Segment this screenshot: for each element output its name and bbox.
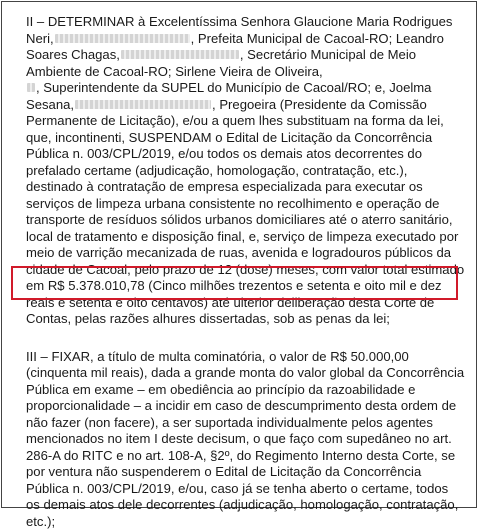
redacted-text [121,50,239,59]
text-line: os demais atos dele decorrentes (adjudicação, homologação, contratação, [26,497,466,514]
text-line: Ambiente de Cacoal-RO; Sirlene Vieira de Oliveira, [26,64,466,81]
text-line: II – DETERMINAR à Excelentíssima Senhora Glaucione Maria Rodrigues [26,14,466,31]
name-fragment: Sesana, [26,97,74,112]
name-fragment: Neri, [26,31,54,46]
text-line: serviços de limpeza urbana consistente no recolhimento e operação de [26,196,466,213]
redacted-text [75,100,211,109]
text-line: Pública n. 003/CPL/2019, e/ou todos os demais atos decorrentes do [26,146,466,163]
paragraph-ii [26,14,466,328]
text-line: que, incontinenti, SUSPENDAM o Edital de Licitação da Concorrência [26,130,466,147]
text-line: local de tratamento e disposição final, e, serviço de limpeza executado por [26,229,466,246]
text-line: transporte de resíduos sólidos urbanos domiciliares até o aterro sanitário, [26,212,466,229]
text-line [26,31,466,48]
text-line [26,97,466,114]
text-fragment: , Prefeita Municipal de Cacoal-RO; Leandro [191,31,444,46]
text-line [26,80,466,97]
text-line: Permanente de Licitação), e/ou a quem lhes substituam na forma da lei, [26,113,466,130]
text-line: etc.); [26,514,466,530]
text-line: cidade de Cacoal, pelo prazo de 12 (dose) meses, com valor total estimado [26,262,466,279]
text-line: 286-A do RITC e no art. 108-A, §2º, do Regimento Interno desta Corte, se [26,448,466,465]
text-line: destinado à contratação de empresa especializada para executar os [26,179,466,196]
highlighted-line: em R$ 5.378.010,78 (Cinco milhões trezentos e setenta e oito mil e dez [26,278,466,295]
highlighted-line: reais e setenta e oito centavos) até ulterior deliberação desta Corte de [26,295,466,312]
name-fragment: Soares Chagas, [26,47,120,62]
text-line: (cinquenta mil reais), dada a grande monta do valor global da Concorrência [26,365,466,382]
text-fragment: , Pregoeira (Presidente da Comissão [212,97,427,112]
text-line: Pública n. 003/CPL/2019, e/ou, caso já se tenha aberto o certame, todos [26,481,466,498]
text-line: III – FIXAR, a título de multa cominatória, o valor de R$ 50.000,00 [26,349,466,366]
text-line: Contas, pelas razões alhures dissertadas, sob as penas da lei; [26,311,466,328]
text-line: Pública em exame – em obediência ao princípio da razoabilidade e [26,382,466,399]
text-line: não fazer (non facere), a ser suportada individualmente pelos agentes [26,415,466,432]
text-fragment: , Secretário Municipal de Meio [240,47,416,62]
text-line: proporcionalidade – a incidir em caso de descumprimento desta ordem de [26,398,466,415]
document-excerpt [26,14,466,530]
text-line: meio de varrição mecanizada de ruas, avenida e logradouros públicos da [26,245,466,262]
text-fragment: , Superintendente da SUPEL do Município de Cacoal/RO; e, Joelma [36,80,431,95]
paragraph-iii [26,349,466,530]
text-line: mencionados no item I deste decisum, o que faço com supedâneo no art. [26,431,466,448]
redacted-text [27,83,35,92]
text-line [26,47,466,64]
text-line: por ventura não suspenderem o Edital de Licitação da Concorrência [26,464,466,481]
text-line: prefalado certame (adjudicação, homologação, contratação, etc.), [26,163,466,180]
paragraph-spacer [26,328,466,349]
redacted-text [55,34,190,43]
